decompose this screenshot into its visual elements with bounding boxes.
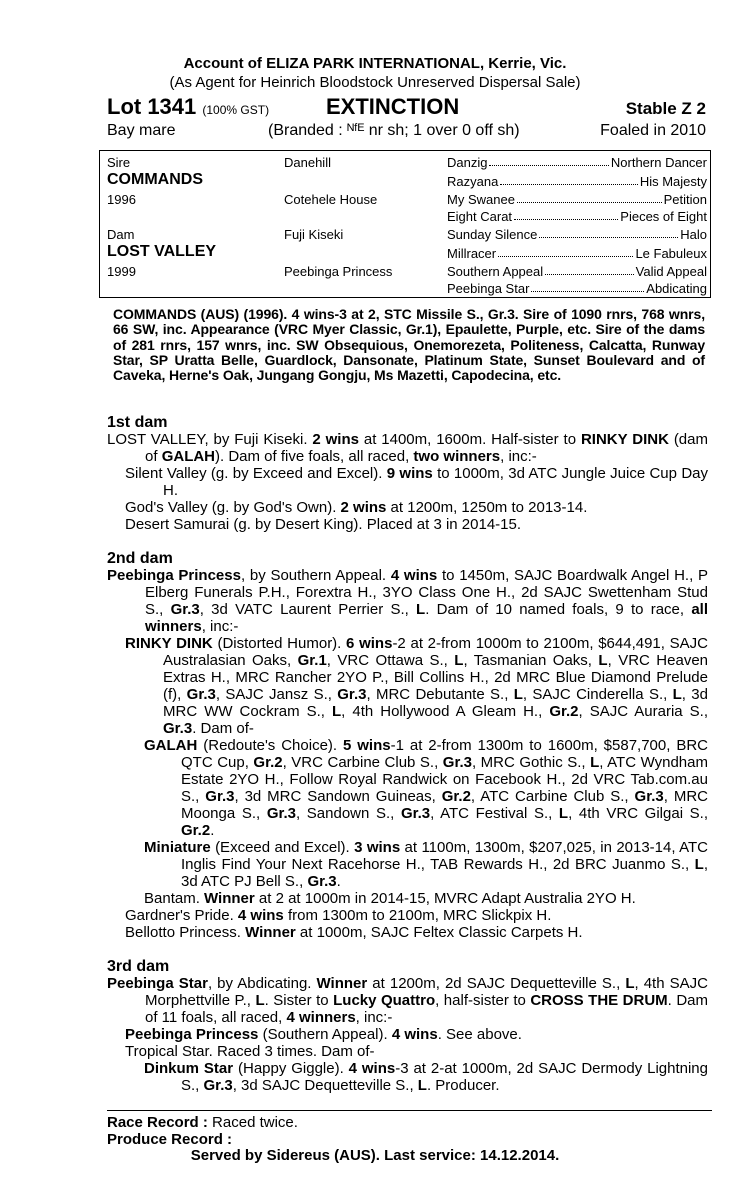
pedigree-table [99,150,711,298]
g3-parent: Halo [680,227,707,242]
dam-name: LOST VALLEY [107,243,217,260]
pedigree-g3-row [447,209,707,224]
g3-parent: Le Fabuleux [635,246,707,261]
produce-entry: Tropical Star. Raced 3 times. Dam of- [125,1043,375,1060]
g3-horse: Millracer [447,246,497,261]
divider [107,1110,712,1111]
pedigree-g2-4: Peebinga Princess [284,264,393,279]
g3-horse: Eight Carat [447,209,513,224]
pedigree-g2-3: Fuji Kiseki [284,227,344,242]
g3-parent: Valid Appeal [635,264,707,279]
pedigree-g3-row [447,246,707,261]
vendor-account: Account of ELIZA PARK INTERNATIONAL, Kerrie, Vic. [183,55,567,72]
produce-entry: Dinkum Star (Happy Giggle). 4 wins-3 at 2-at 1000m, 2d SAJC Dermody Lightning S., Gr.3, 3d SAJC Dequetteville S., L. Producer. [144,1060,708,1094]
brand-info: (Branded : ᴺᶠᴱ nr sh; 1 over 0 off sh) [268,122,520,139]
third-dam-text: Peebinga Star, by Abdicating. Winner at 1200m, 2d SAJC Dequetteville S., L, 4th SAJC Morphettville P., L. Sister to Lucky Quattro, half-sister to CROSS THE DRUM. Dam of 11 foals, all raced, 4 winners, inc:- [107,975,708,1026]
produce-entry: Desert Samurai (g. by Desert King). Placed at 3 in 2014-15. [125,516,522,533]
lot-number [107,94,269,120]
dam-year: 1999 [107,264,136,279]
produce-entry: RINKY DINK (Distorted Humor). 6 wins-2 at 2-from 1000m to 2100m, $644,491, SAJC Australasian Oaks, Gr.1, VRC Ottawa S., L, Tasmanian Oaks, L, VRC Heaven Extras H., MRC Rancher 2YO P., Bill Collins H., 2d MRC Blue Diamond Prelude (f), Gr.3, SAJC Jansz S., Gr.3, MRC Debutante S., L, SAJC Cinderella S., L, 3d MRC WW Cockram S., L, 4th Hollywood A Gleam H., Gr.2, SAJC Auraria S., Gr.3. Dam of- [125,635,709,737]
sire-label: Sire [107,155,131,170]
pedigree-g3-row [447,227,707,242]
horse-sex: Bay mare [107,122,176,139]
g3-horse: Razyana [447,174,499,189]
race-record-label: Race Record : [107,1114,208,1131]
g3-parent: Petition [663,192,707,207]
vendor-agent: (As Agent for Heinrich Bloodstock Unreserved Dispersal Sale) [169,74,581,91]
g3-horse: Sunday Silence [447,227,538,242]
pedigree-g3-row [447,174,707,189]
second-dam-heading: 2nd dam [107,550,173,567]
pedigree-g3-row [447,192,707,207]
pedigree-g2-2: Cotehele House [284,192,378,207]
produce-entry: Silent Valley (g. by Exceed and Excel). 9 wins to 1000m, 3d ATC Jungle Juice Cup Day H. [125,465,708,499]
pedigree-g3-row [447,155,707,170]
third-dam-heading: 3rd dam [107,958,170,975]
produce-entry: Gardner's Pride. 4 wins from 1300m to 2100m, MRC Slickpix H. [125,907,552,924]
second-dam-text: Peebinga Princess, by Southern Appeal. 4 wins to 1450m, SAJC Boardwalk Angel H., P Elberg Funerals P.H., Forextra H., 3YO Class One H., 2d SAJC Swettenham Stud S., Gr.3, 3d VATC Laurent Perrier S., L. Dam of 10 named foals, 9 to race, all winners, inc:- [107,567,708,635]
race-record [107,1114,298,1131]
g3-parent: His Majesty [639,174,707,189]
pedigree-g3-row [447,281,707,296]
first-dam-heading: 1st dam [107,414,168,431]
pedigree-g2-1: Danehill [284,155,331,170]
g3-parent: Abdicating [646,281,707,296]
stable-location: Stable Z 2 [625,99,706,118]
first-dam-text: LOST VALLEY, by Fuji Kiseki. 2 wins at 1400m, 1600m. Half-sister to RINKY DINK (dam of GALAH). Dam of five foals, all raced, two winners, inc:- [107,431,708,465]
dam-label: Dam [107,227,135,242]
produce-entry: God's Valley (g. by God's Own). 2 wins at 1200m, 1250m to 2013-14. [125,499,588,516]
sire-summary: COMMANDS (AUS) (1996). 4 wins-3 at 2, STC Missile S., Gr.3. Sire of 1090 rnrs, 768 wnrs, 66 SW, inc. Appearance (VRC Myer Classic, Gr.1), Epaulette, Purple, etc. Sire of the dams of 281 rnrs, 157 wnrs, inc. SW Obsequious, Onemorezeta, Politeness, Calcatta, Runway Star, SP Uratta Belle, Guardlock, Dansonate, Platinum State, Sunset Boulevard and of Caveka, Herne's Oak, Jungang Gongju, Ms Mazetti, Capodecina, etc. [113,306,705,384]
g3-parent: Northern Dancer [610,155,707,170]
g3-parent: Pieces of Eight [620,209,707,224]
service-note: Served by Sidereus (AUS). Last service: 14.12.2014. [190,1147,560,1164]
sire-year: 1996 [107,192,136,207]
produce-entry: GALAH (Redoute's Choice). 5 wins-1 at 2-from 1300m to 1600m, $587,700, BRC QTC Cup, Gr.2, VRC Carbine Club S., Gr.3, MRC Gothic S., L, ATC Wyndham Estate 2YO H., Follow Royal Randwick on Facebook H., 2d VRC Tab.com.au S., Gr.3, 3d MRC Sandown Guineas, Gr.2, ATC Carbine Club S., Gr.3, MRC Moonga S., Gr.3, Sandown S., Gr.3, ATC Festival S., L, 4th VRC Gilgai S., Gr.2. [144,737,708,839]
horse-name: EXTINCTION [326,94,460,119]
produce-entry: Bantam. Winner at 2 at 1000m in 2014-15, MVRC Adapt Australia 2YO H. [144,890,636,907]
produce-entry: Miniature (Exceed and Excel). 3 wins at 1100m, 1300m, $207,025, in 2013-14, ATC Inglis Find Your Next Racehorse H., TAB Rewards H., 2d BRC Juanmo S., L, 3d ATC PJ Bell S., Gr.3. [144,839,708,890]
produce-entry: Bellotto Princess. Winner at 1000m, SAJC Feltex Classic Carpets H. [125,924,583,941]
foaled-year: Foaled in 2010 [600,122,706,139]
produce-record [107,1131,232,1148]
produce-entry: Peebinga Princess (Southern Appeal). 4 wins. See above. [125,1026,522,1043]
lot-label: Lot 1341 [107,94,197,119]
gst-note: (100% GST) [202,103,270,117]
pedigree-g3-row [447,264,707,279]
sire-name: COMMANDS [107,171,203,188]
g3-horse: My Swanee [447,192,515,207]
g3-horse: Southern Appeal [447,264,544,279]
produce-record-label: Produce Record : [107,1131,233,1148]
g3-horse: Peebinga Star [447,281,530,296]
g3-horse: Danzig [447,155,488,170]
race-record-value: Raced twice. [212,1114,298,1131]
